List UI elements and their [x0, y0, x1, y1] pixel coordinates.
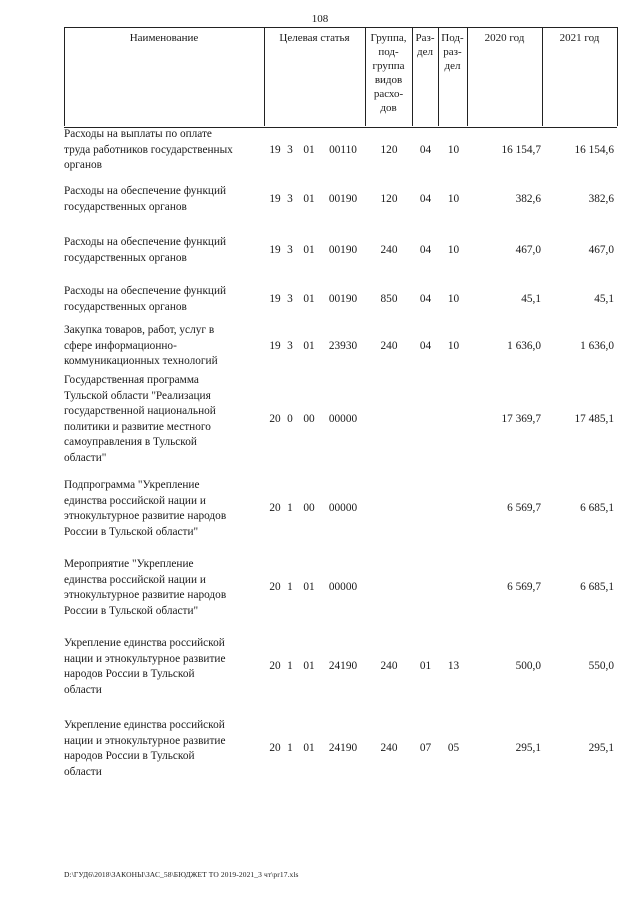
value-2020: 45,1 [521, 292, 541, 305]
row-name-line: Расходы на обеспечение функций [64, 185, 227, 197]
row-name-line: Подпрограмма "Укрепление [64, 479, 200, 491]
row-name [64, 478, 264, 540]
code-part-2: 3 [287, 292, 293, 305]
header-divider [438, 27, 439, 126]
group-code: 240 [380, 243, 398, 256]
row-name-line: органов [64, 159, 102, 171]
header-divider [412, 27, 413, 126]
value-2021: 6 685,1 [580, 502, 614, 515]
header-podrazdel [438, 27, 467, 126]
row-name-line: области [64, 683, 102, 696]
razdel-code: 07 [419, 742, 432, 755]
row-name-line: самоуправления в Тульской [64, 436, 197, 448]
header-2020: 2020 год [484, 32, 525, 44]
header-group-line: группа [372, 60, 405, 72]
code-part-1: 20 [269, 581, 281, 594]
razdel-code: 04 [419, 143, 432, 156]
code-part-2: 3 [287, 192, 293, 205]
code-part-4: 23930 [328, 339, 358, 352]
value-2021: 295,1 [588, 742, 614, 755]
code-part-2: 3 [287, 339, 293, 352]
podrazdel-code: 10 [447, 143, 460, 156]
value-2021: 382,6 [588, 192, 614, 205]
value-2021: 1 636,0 [580, 339, 614, 352]
value-2021: 17 485,1 [574, 412, 614, 425]
value-2021: 6 685,1 [580, 581, 614, 594]
code-part-2: 0 [287, 412, 293, 425]
code-part-4: 00190 [328, 243, 358, 256]
code-part-2: 1 [287, 581, 293, 594]
code-part-3: 00 [303, 502, 315, 515]
group-code: 120 [380, 192, 398, 205]
row-name-line: сфере информационно- [64, 339, 177, 352]
group-code: 240 [380, 660, 398, 673]
row-name-line: Расходы на выплаты по оплате [64, 128, 212, 140]
row-name-line: Укрепление единства российской [64, 719, 225, 731]
header-razdel-line: Раз- [415, 32, 435, 44]
value-2020: 500,0 [515, 660, 541, 673]
header-group [365, 27, 412, 126]
value-2020: 1 636,0 [507, 339, 541, 352]
value-2020: 17 369,7 [501, 412, 541, 425]
code-part-3: 01 [303, 339, 315, 352]
page-number: 108 [311, 13, 329, 25]
row-name-line: этнокультурное развитие народов [64, 510, 227, 522]
code-part-1: 19 [269, 292, 281, 305]
value-2021: 45,1 [594, 292, 614, 305]
code-part-1: 19 [269, 192, 281, 205]
row-name [64, 373, 264, 466]
razdel-code: 04 [419, 192, 432, 205]
group-code: 850 [380, 292, 398, 305]
header-2021: 2021 год [559, 32, 600, 44]
header-razdel-line: дел [417, 46, 433, 58]
value-2020: 382,6 [515, 192, 541, 205]
row-name-line: этнокультурное развитие народов [64, 589, 227, 601]
row-name-line: народов России в Тульской [64, 668, 195, 680]
row-name [64, 127, 264, 174]
header-group-line: видов [374, 74, 403, 86]
code-part-4: 00190 [328, 292, 358, 305]
header-divider [64, 27, 65, 126]
group-code: 240 [380, 339, 398, 352]
header-group-line: под- [378, 46, 399, 58]
code-part-4: 24190 [328, 660, 358, 673]
header-group-line: дов [380, 102, 397, 114]
row-name-line: единства российской нации и [64, 573, 206, 586]
code-part-1: 20 [269, 742, 281, 755]
group-code: 120 [380, 143, 398, 156]
file-path-footer: D:\ГУД6\2018\ЗАКОНЫ\ЗАС_58\БЮДЖЕТ ТО 2019-2021_3 чт\pr17.xls [64, 870, 299, 879]
row-name-line: России в Тульской области" [64, 604, 199, 617]
code-part-2: 1 [287, 502, 293, 515]
razdel-code: 01 [419, 660, 432, 673]
razdel-code: 04 [419, 292, 432, 305]
code-part-1: 20 [269, 502, 281, 515]
podrazdel-code: 13 [447, 660, 460, 673]
row-name-line: государственных органов [64, 251, 187, 264]
code-part-2: 3 [287, 143, 293, 156]
podrazdel-code: 05 [447, 742, 460, 755]
razdel-code: 04 [419, 339, 432, 352]
value-2021: 550,0 [588, 660, 614, 673]
row-name-line: Закупка товаров, работ, услуг в [64, 324, 215, 336]
header-divider [467, 27, 468, 126]
value-2020: 467,0 [515, 243, 541, 256]
header-divider [542, 27, 543, 126]
row-name-line: нации и этнокультурное развитие [64, 652, 226, 665]
header-group-line: расхо- [373, 88, 404, 100]
razdel-code: 04 [419, 243, 432, 256]
podrazdel-code: 10 [447, 192, 460, 205]
row-name-line: Тульской области "Реализация [64, 389, 211, 402]
code-part-4: 24190 [328, 742, 358, 755]
header-group-line: Группа, [370, 32, 407, 44]
value-2020: 6 569,7 [507, 581, 541, 594]
row-name-line: Мероприятие "Укрепление [64, 558, 194, 570]
header-divider [617, 27, 618, 126]
header-name: Наименование [129, 32, 199, 44]
code-part-1: 19 [269, 243, 281, 256]
code-part-3: 01 [303, 660, 315, 673]
value-2020: 6 569,7 [507, 502, 541, 515]
row-name-line: области" [64, 451, 107, 464]
code-part-2: 1 [287, 742, 293, 755]
row-name [64, 284, 264, 315]
row-name-line: России в Тульской области" [64, 525, 199, 538]
code-part-1: 19 [269, 339, 281, 352]
code-part-1: 20 [269, 412, 281, 425]
podrazdel-code: 10 [447, 243, 460, 256]
code-part-3: 01 [303, 742, 315, 755]
value-2021: 16 154,6 [574, 143, 614, 156]
row-name-line: народов России в Тульской [64, 750, 195, 762]
code-part-2: 1 [287, 660, 293, 673]
code-part-1: 19 [269, 143, 281, 156]
header-target: Целевая статья [279, 32, 350, 44]
row-name-line: нации и этнокультурное развитие [64, 734, 226, 747]
row-name-line: государственных органов [64, 200, 187, 213]
row-name-line: Расходы на обеспечение функций [64, 236, 227, 248]
value-2020: 295,1 [515, 742, 541, 755]
code-part-3: 01 [303, 143, 315, 156]
value-2020: 16 154,7 [501, 143, 541, 156]
code-part-3: 01 [303, 581, 315, 594]
row-name [64, 184, 264, 215]
row-name-line: государственных органов [64, 300, 187, 313]
row-name-line: Расходы на обеспечение функций [64, 285, 227, 297]
row-name-line: политики и развитие местного [64, 420, 211, 433]
podrazdel-code: 10 [447, 292, 460, 305]
code-part-4: 00000 [328, 581, 358, 594]
row-name [64, 718, 264, 780]
podrazdel-code: 10 [447, 339, 460, 352]
row-name-line: коммуникационных технологий [64, 355, 218, 367]
code-part-3: 00 [303, 412, 315, 425]
header-razdel [412, 27, 438, 126]
code-part-4: 00000 [328, 502, 358, 515]
code-part-4: 00190 [328, 192, 358, 205]
code-part-4: 00110 [329, 143, 357, 156]
row-name-line: области [64, 765, 102, 778]
row-name [64, 323, 264, 370]
code-part-3: 01 [303, 292, 315, 305]
group-code: 240 [380, 742, 398, 755]
header-divider [365, 27, 366, 126]
header-podrazdel-line: раз- [443, 46, 462, 58]
row-name [64, 557, 264, 619]
row-name-line: труда работников государственных [64, 143, 233, 156]
row-name [64, 636, 264, 698]
row-name [64, 235, 264, 266]
row-name-line: единства российской нации и [64, 494, 206, 507]
code-part-3: 01 [303, 192, 315, 205]
code-part-2: 3 [287, 243, 293, 256]
header-divider [264, 27, 265, 126]
row-name-line: государственной национальной [64, 405, 216, 417]
row-name-line: Укрепление единства российской [64, 637, 225, 649]
header-podrazdel-line: дел [444, 60, 461, 72]
code-part-3: 01 [303, 243, 315, 256]
code-part-1: 20 [269, 660, 281, 673]
row-name-line: Государственная программа [64, 374, 199, 386]
value-2021: 467,0 [588, 243, 614, 256]
header-podrazdel-line: Под- [441, 32, 464, 44]
code-part-4: 00000 [328, 412, 358, 425]
